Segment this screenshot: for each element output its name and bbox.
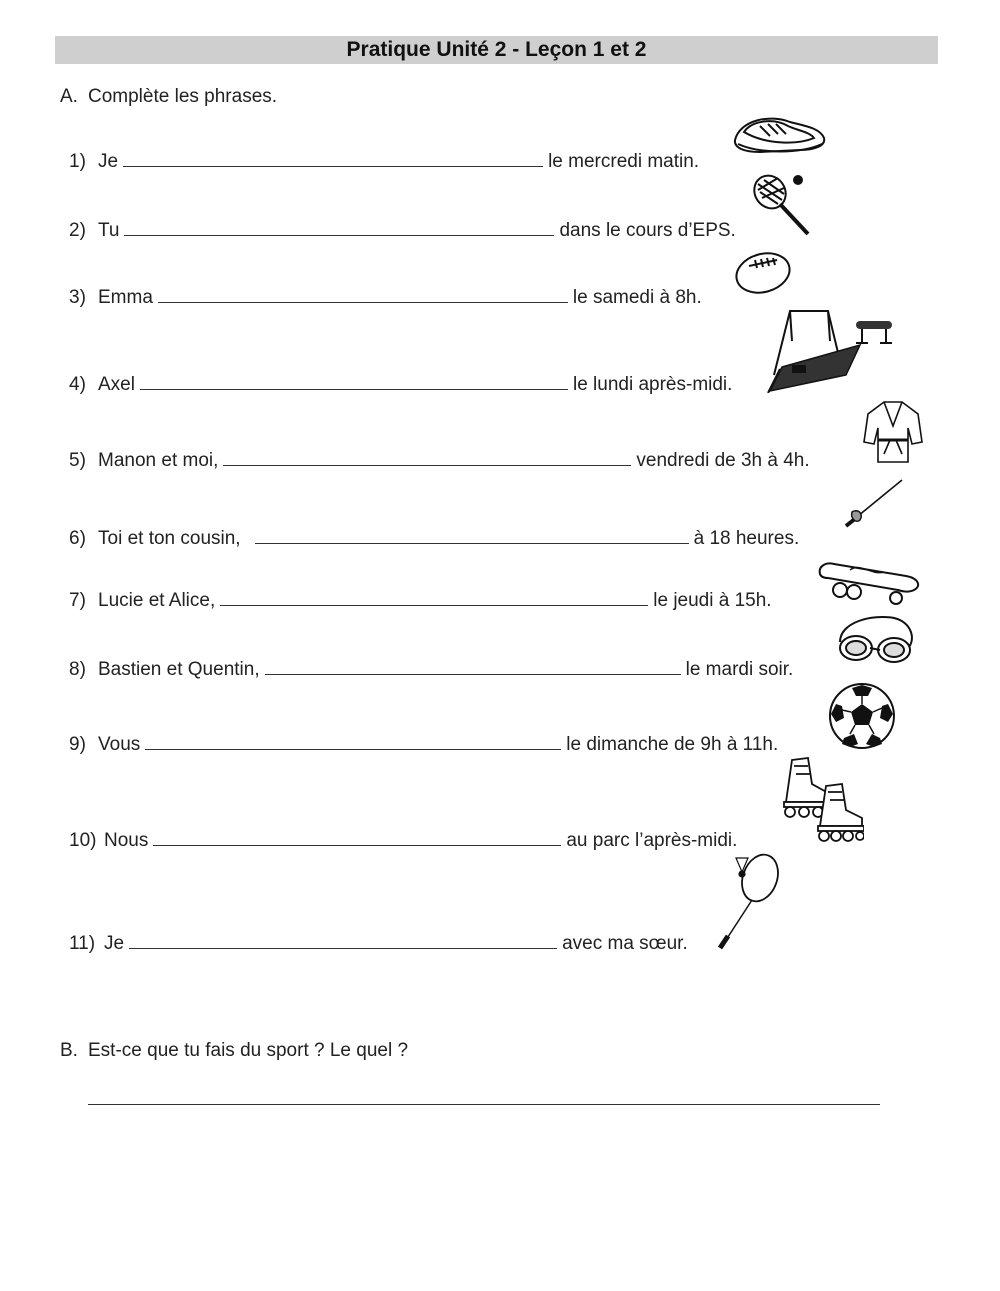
answer-blank[interactable] (220, 587, 648, 606)
question-number: 5) (69, 450, 86, 471)
question-subject: Je (98, 151, 119, 172)
question-number: 11) (69, 933, 96, 954)
question-ending: avec ma sœur. (562, 933, 688, 954)
section-a-instruction: Complète les phrases. (88, 86, 278, 107)
section-a-heading (60, 86, 277, 108)
question-ending: le dimanche de 9h à 11h. (566, 734, 779, 755)
section-b-number: B. (60, 1040, 78, 1061)
question-subject: Tu (98, 220, 120, 241)
question-10 (69, 827, 737, 852)
question-ending: au parc l’après-midi. (566, 830, 738, 851)
question-1 (69, 148, 699, 173)
question-6 (69, 525, 799, 550)
question-ending: le mercredi matin. (548, 151, 700, 172)
answer-blank[interactable] (140, 371, 568, 390)
question-subject: Vous (98, 734, 141, 755)
page-title: Pratique Unité 2 - Leçon 1 et 2 (55, 36, 938, 64)
judo-jacket-icon (862, 398, 924, 466)
swim-goggles-icon (832, 612, 918, 670)
question-number: 3) (69, 287, 86, 308)
question-7 (69, 587, 772, 612)
question-ending: le jeudi à 15h. (653, 590, 772, 611)
section-b-question: Est-ce que tu fais du sport ? Le quel ? (88, 1040, 409, 1061)
soccer-ball-icon (828, 682, 896, 750)
fencing-sword-icon (838, 478, 904, 534)
answer-blank[interactable] (124, 217, 554, 236)
answer-blank[interactable] (129, 930, 557, 949)
answer-blank[interactable] (223, 447, 631, 466)
question-subject: Nous (104, 830, 149, 851)
question-subject: Axel (98, 374, 135, 395)
question-8 (69, 656, 793, 681)
question-2 (69, 217, 736, 242)
skateboard-icon (814, 552, 924, 606)
question-number: 4) (69, 374, 86, 395)
answer-blank[interactable] (265, 656, 681, 675)
badminton-racket-icon (712, 850, 782, 950)
question-ending: le samedi à 8h. (572, 287, 702, 308)
question-9 (69, 731, 778, 756)
question-number: 7) (69, 590, 86, 611)
question-subject: Manon et moi, (98, 450, 219, 471)
question-11 (69, 930, 688, 955)
football-icon (733, 248, 793, 298)
question-subject: Lucie et Alice, (98, 590, 216, 611)
tennis-racket-icon (750, 172, 814, 238)
question-number: 1) (69, 151, 86, 172)
question-number: 2) (69, 220, 86, 241)
question-ending: à 18 heures. (693, 528, 800, 549)
question-ending: le lundi après-midi. (572, 374, 733, 395)
question-ending: vendredi de 3h à 4h. (636, 450, 810, 471)
question-3 (69, 284, 702, 309)
section-a-number: A. (60, 86, 78, 107)
rollerblades-icon (778, 756, 864, 842)
question-subject: Bastien et Quentin, (98, 659, 260, 680)
question-ending: le mardi soir. (685, 659, 794, 680)
question-number: 10) (69, 830, 97, 851)
question-number: 6) (69, 528, 86, 549)
section-b-answer-line[interactable] (88, 1104, 880, 1105)
answer-blank[interactable] (123, 148, 543, 167)
answer-blank[interactable] (158, 284, 568, 303)
answer-blank[interactable] (145, 731, 561, 750)
answer-blank[interactable] (153, 827, 561, 846)
question-5 (69, 447, 810, 472)
section-b-heading (60, 1040, 408, 1062)
question-ending: dans le cours d’EPS. (559, 220, 736, 241)
gymnastics-icon (762, 305, 900, 393)
question-number: 9) (69, 734, 86, 755)
question-subject: Je (104, 933, 125, 954)
question-subject: Toi et ton cousin, (98, 528, 241, 549)
answer-blank[interactable] (255, 525, 689, 544)
sneakers-icon (730, 110, 828, 160)
question-subject: Emma (98, 287, 153, 308)
question-4 (69, 371, 732, 396)
question-number: 8) (69, 659, 86, 680)
